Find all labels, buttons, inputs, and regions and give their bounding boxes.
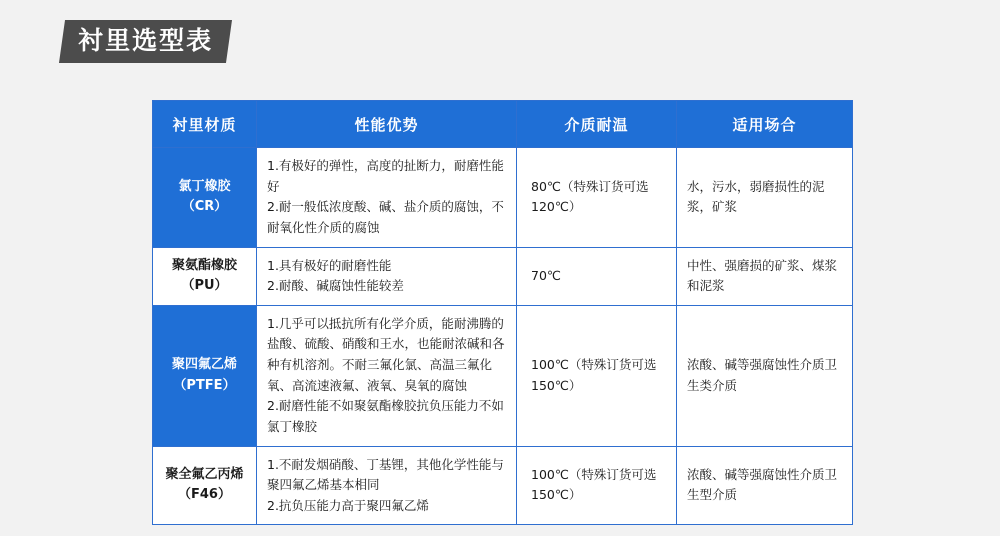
table-row	[153, 446, 853, 525]
advantage-item: 2.耐磨性能不如聚氨酯橡胶抗负压能力不如氯丁橡胶	[267, 398, 504, 434]
advantage-item: 2.耐酸、碱腐蚀性能较差	[267, 278, 404, 294]
column-header-material: 衬里材质	[153, 101, 257, 148]
lining-selection-table	[152, 100, 853, 525]
cell-material: 聚全氟乙丙烯 （F46）	[153, 446, 257, 525]
page-title-text: 衬里选型表	[78, 26, 214, 55]
cell-usage: 浓酸、碱等强腐蚀性介质卫生型介质	[677, 446, 853, 525]
page-title	[59, 20, 232, 63]
cell-material: 聚氨酯橡胶 （PU）	[153, 247, 257, 305]
cell-advantages	[257, 305, 517, 446]
cell-usage: 水，污水，弱磨损性的泥浆，矿浆	[677, 148, 853, 248]
column-header-temperature: 介质耐温	[517, 101, 677, 148]
table-header-row	[153, 101, 853, 148]
lining-selection-table-wrapper	[152, 100, 852, 525]
advantage-item: 1.不耐发烟硝酸、丁基锂，其他化学性能与聚四氟乙烯基本相同	[267, 456, 504, 493]
cell-advantages	[257, 247, 517, 305]
column-header-usage: 适用场合	[677, 101, 853, 148]
cell-usage: 中性、强磨损的矿浆、煤浆和泥浆	[677, 247, 853, 305]
table-header	[153, 101, 853, 148]
cell-temperature: 100℃（特殊订货可选150℃）	[517, 305, 677, 446]
cell-material: 聚四氟乙烯 （PTFE）	[153, 305, 257, 446]
advantage-item: 2.抗负压能力高于聚四氟乙烯	[267, 497, 429, 513]
table-row	[153, 148, 853, 248]
cell-temperature: 70℃	[517, 247, 677, 305]
cell-temperature: 80℃（特殊订货可选120℃）	[517, 148, 677, 248]
cell-material: 氯丁橡胶 （CR）	[153, 148, 257, 248]
cell-advantages	[257, 446, 517, 525]
cell-advantages	[257, 148, 517, 248]
advantage-item: 1.几乎可以抵抗所有化学介质，能耐沸腾的盐酸、硫酸、硝酸和王水，也能耐浓碱和各种有机溶剂。不耐三氟化氯、高温三氟化氧、高流速液氟、液氧、臭氧的腐蚀	[267, 315, 505, 393]
cell-usage: 浓酸、碱等强腐蚀性介质卫生类介质	[677, 305, 853, 446]
table-row	[153, 305, 853, 446]
table-row	[153, 247, 853, 305]
advantage-item: 1.有极好的弹性，高度的扯断力，耐磨性能好	[267, 158, 504, 194]
advantage-item: 2.耐一般低浓度酸、碱、盐介质的腐蚀，不耐氧化性介质的腐蚀	[267, 199, 504, 235]
table-body	[153, 148, 853, 525]
column-header-advantages: 性能优势	[257, 101, 517, 148]
advantage-item: 1.具有极好的耐磨性能	[267, 257, 392, 273]
cell-temperature: 100℃（特殊订货可选150℃）	[517, 446, 677, 525]
